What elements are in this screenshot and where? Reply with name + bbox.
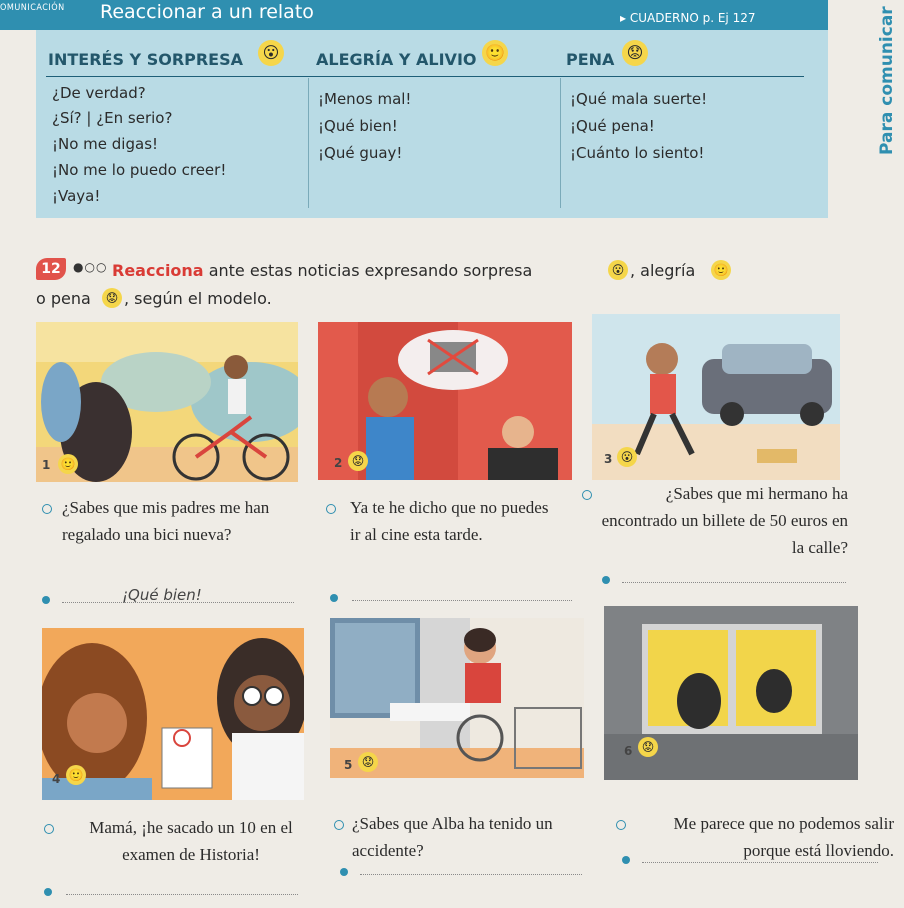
- expression-item: ¿Sí? | ¿En serio?: [52, 109, 173, 127]
- statement-4: Mamá, ¡he sacado un 10 en el examen de Historia!: [89, 818, 293, 864]
- expression-item: ¡Vaya!: [52, 187, 101, 205]
- panel-number: 3: [604, 452, 613, 466]
- option-bullet: [334, 820, 344, 830]
- expression-item: ¡Qué pena!: [570, 117, 655, 135]
- column-title-joy: ALEGRÍA Y ALIVIO: [316, 50, 477, 69]
- panel-number: 2: [334, 456, 343, 470]
- answer-bullet: [602, 576, 610, 584]
- instruction-text: , según el modelo.: [124, 289, 272, 308]
- side-label: Para comunicar: [877, 6, 897, 155]
- statement-5: ¿Sabes que Alba ha tenido un accidente?: [352, 814, 553, 860]
- surprise-face-icon: 😮: [608, 260, 628, 280]
- sad-face-icon: 😟: [348, 451, 368, 471]
- joy-face-icon: 🙂: [711, 260, 731, 280]
- answer-bullet: [330, 594, 338, 602]
- column-divider: [560, 78, 561, 208]
- column-divider: [308, 78, 309, 208]
- instruction-verb: Reacciona: [112, 261, 204, 280]
- answer-line-4[interactable]: [66, 894, 298, 895]
- sad-face-icon: 😟: [358, 752, 378, 772]
- answer-bullet: [42, 596, 50, 604]
- expression-item: ¡Cuánto lo siento!: [570, 144, 705, 162]
- column-title-sadness: PENA: [566, 50, 615, 69]
- instruction-text: ante estas noticias expresando sorpresa: [208, 261, 533, 280]
- joy-face-icon: 🙂: [66, 765, 86, 785]
- activity-number: 12: [36, 258, 66, 280]
- option-bullet: [616, 820, 626, 830]
- answer-bullet: [340, 868, 348, 876]
- expression-item: ¿De verdad?: [52, 84, 146, 102]
- statement-2: Ya te he dicho que no puedes ir al cine esta tarde.: [350, 498, 549, 544]
- answer-line-5[interactable]: [360, 874, 582, 875]
- answer-bullet: [622, 856, 630, 864]
- panel-number: 6: [624, 744, 633, 758]
- sad-face-icon: 😟: [622, 40, 648, 66]
- difficulty-dots: ●○○: [73, 260, 108, 274]
- sad-face-icon: 😟: [638, 737, 658, 757]
- joy-face-icon: 🙂: [58, 454, 78, 474]
- expression-item: ¡No me lo puedo creer!: [52, 161, 227, 179]
- table-header-divider: [46, 76, 804, 77]
- answer-bullet: [44, 888, 52, 896]
- option-bullet: [44, 824, 54, 834]
- sad-face-icon: 😟: [102, 288, 122, 308]
- answer-line-2[interactable]: [352, 600, 572, 601]
- surprise-face-icon: 😮: [258, 40, 284, 66]
- expression-item: ¡Menos mal!: [318, 90, 412, 108]
- panel-number: 5: [344, 758, 353, 772]
- page-title: Reaccionar a un relato: [100, 1, 314, 23]
- surprise-face-icon: 😮: [617, 447, 637, 467]
- option-bullet: [582, 490, 592, 500]
- expression-item: ¡Qué bien!: [318, 117, 398, 135]
- instruction-text: , alegría: [630, 261, 696, 280]
- joy-face-icon: 🙂: [482, 40, 508, 66]
- section-tag: OMUNICACIÓN: [0, 3, 65, 13]
- column-title-surprise: INTERÉS Y SORPRESA: [48, 50, 244, 69]
- answer-line-3[interactable]: [622, 582, 846, 583]
- statement-3: ¿Sabes que mi hermano ha encontrado un billete de 50 euros en la calle?: [601, 484, 848, 557]
- expression-item: ¡Qué guay!: [318, 144, 403, 162]
- expression-item: ¡No me digas!: [52, 135, 159, 153]
- answer-1[interactable]: ¡Qué bien!: [122, 586, 202, 604]
- statement-6: Me parece que no podemos salir porque está lloviendo.: [673, 814, 894, 860]
- statement-1: ¿Sabes que mis padres me han regalado una bici nueva?: [62, 498, 270, 544]
- panel-number: 4: [52, 772, 61, 786]
- instruction-text: o pena: [36, 289, 91, 308]
- panel-number: 1: [42, 458, 51, 472]
- expression-item: ¡Qué mala suerte!: [570, 90, 708, 108]
- option-bullet: [42, 504, 52, 514]
- answer-line-6[interactable]: [642, 862, 878, 863]
- cuaderno-reference: ▸ CUADERNO p. Ej 127: [620, 11, 756, 25]
- option-bullet: [326, 504, 336, 514]
